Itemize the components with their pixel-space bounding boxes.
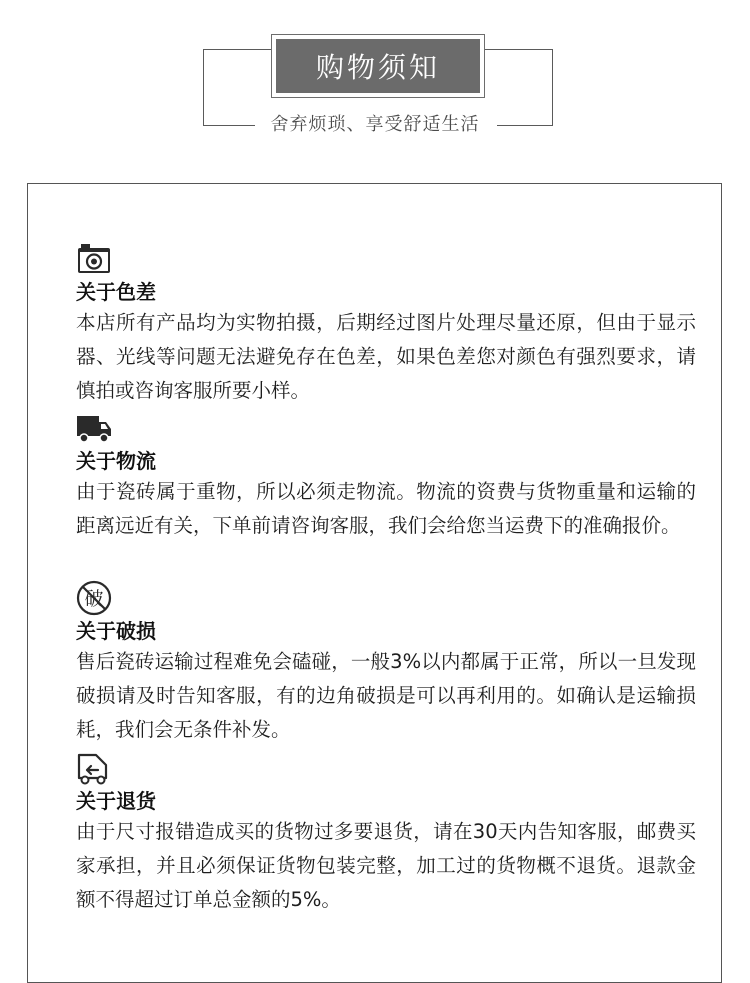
frame-line-top-right <box>484 49 553 50</box>
title-box <box>271 34 485 98</box>
section-returns <box>76 750 696 917</box>
svg-text:破: 破 <box>84 588 104 610</box>
page-title: 购物须知 <box>276 39 480 93</box>
section-body: 由于尺寸报错造成买的货物过多要退货，请在30天内告知客服，邮费买家承担，并且必须保证货物包装完整，加工过的货物概不退货。退款金额不得超过订单总金额的5%。 <box>76 820 696 911</box>
section-color-difference <box>76 241 696 408</box>
section-title: 关于破损 <box>76 619 156 643</box>
frame-line-bottom-left <box>203 125 258 126</box>
frame-line-right <box>552 49 553 126</box>
broken-icon <box>76 580 112 616</box>
section-logistics <box>76 410 696 543</box>
frame-line-top-left <box>203 49 272 50</box>
camera-icon <box>76 241 112 277</box>
section-body: 由于瓷砖属于重物，所以必须走物流。物流的资费与货物重量和运输的距离远近有关，下单前请咨询客服，我们会给您当运费下的准确报价。 <box>76 480 696 537</box>
frame-line-bottom-right <box>497 125 553 126</box>
notice-header <box>0 0 750 160</box>
page-subtitle: 舍弃烦琐、享受舒适生活 <box>255 113 495 137</box>
section-breakage <box>76 580 696 747</box>
return-truck-icon <box>76 750 112 786</box>
section-title: 关于退货 <box>76 789 156 813</box>
section-body: 本店所有产品均为实物拍摄，后期经过图片处理尽量还原，但由于显示器、光线等问题无法避免存在色差，如果色差您对颜色有强烈要求，请慎拍或咨询客服所要小样。 <box>76 311 696 402</box>
section-title: 关于色差 <box>76 280 156 304</box>
frame-line-left <box>203 49 204 126</box>
section-body: 售后瓷砖运输过程难免会磕碰，一般3%以内都属于正常，所以一旦发现破损请及时告知客服，有的边角破损是可以再利用的。如确认是运输损耗，我们会无条件补发。 <box>76 650 696 741</box>
truck-icon <box>76 410 112 446</box>
section-title: 关于物流 <box>76 449 156 473</box>
